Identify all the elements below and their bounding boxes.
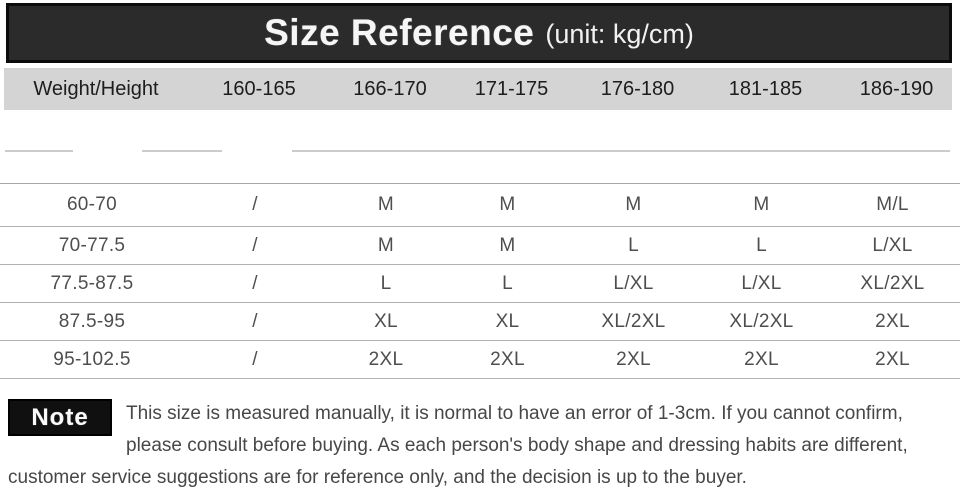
size-cell: M bbox=[377, 194, 395, 215]
size-cell: XL/2XL bbox=[860, 272, 925, 294]
weight-range-cell: 60-70 bbox=[66, 194, 118, 215]
size-cell: XL bbox=[495, 310, 520, 332]
weight-range-cell: 95-102.5 bbox=[53, 348, 131, 370]
size-cell: M bbox=[499, 194, 516, 215]
size-cell: 2XL bbox=[744, 348, 779, 370]
size-cell: 2XL bbox=[368, 348, 404, 370]
size-cell: / bbox=[252, 310, 258, 332]
faded-row-artifact bbox=[142, 150, 222, 152]
size-cell: M bbox=[377, 234, 395, 256]
size-cell: / bbox=[252, 194, 258, 215]
size-cell: XL/2XL bbox=[601, 310, 666, 332]
size-cell: L bbox=[756, 234, 767, 256]
faded-row-artifact bbox=[292, 150, 950, 152]
column-header-height-range: 171-175 bbox=[474, 77, 549, 100]
weight-range-cell: 77.5-87.5 bbox=[50, 272, 134, 294]
table-row bbox=[0, 264, 960, 302]
size-cell: 2XL bbox=[875, 348, 910, 370]
table-row bbox=[0, 226, 960, 264]
table-row bbox=[0, 340, 960, 378]
size-table-body bbox=[0, 183, 960, 379]
column-header-height-range: 181-185 bbox=[728, 77, 803, 100]
column-header-height-range: 176-180 bbox=[600, 77, 675, 100]
size-cell: M bbox=[753, 194, 770, 215]
size-cell: M bbox=[625, 194, 642, 215]
size-cell: XL/2XL bbox=[729, 310, 794, 332]
column-header-height-range: 186-190 bbox=[859, 77, 934, 100]
column-header-height-range: 166-170 bbox=[353, 77, 427, 100]
size-cell: L bbox=[380, 272, 392, 294]
size-cell: L/XL bbox=[741, 272, 782, 294]
size-cell: M bbox=[499, 234, 516, 256]
table-row bbox=[0, 183, 960, 226]
title-unit-label: (unit: kg/cm) bbox=[545, 18, 694, 49]
size-cell: L bbox=[502, 272, 513, 294]
table-row bbox=[0, 302, 960, 340]
size-cell: 2XL bbox=[616, 348, 651, 370]
table-header-row bbox=[4, 68, 952, 110]
size-cell: L/XL bbox=[872, 234, 913, 256]
size-cell: M/L bbox=[876, 194, 909, 215]
page-title: Size Reference bbox=[264, 12, 535, 53]
size-cell: 2XL bbox=[875, 310, 910, 332]
faded-row-artifact bbox=[5, 150, 73, 152]
column-header-weight-height: Weight/Height bbox=[33, 77, 159, 100]
size-cell: XL bbox=[374, 310, 398, 332]
size-cell: / bbox=[252, 348, 258, 370]
size-cell: L bbox=[628, 234, 639, 256]
column-header-height-range: 160-165 bbox=[222, 77, 296, 100]
size-cell: L/XL bbox=[613, 272, 654, 294]
weight-range-cell: 70-77.5 bbox=[58, 234, 126, 256]
title-bar bbox=[6, 3, 952, 63]
size-cell: 2XL bbox=[490, 348, 525, 370]
weight-range-cell: 87.5-95 bbox=[58, 310, 126, 332]
size-cell: / bbox=[252, 234, 258, 256]
size-cell: / bbox=[252, 272, 258, 294]
note-label: Note bbox=[8, 399, 112, 436]
note-text: This size is measured manually, it is normal to have an error of 1-3cm. If you cannot confirm, please consult before buying. As each person's body shape and dressing habits are different, customer service suggestions are for reference only, and the decision is up to the buyer. bbox=[8, 403, 908, 488]
note-section bbox=[8, 398, 952, 494]
